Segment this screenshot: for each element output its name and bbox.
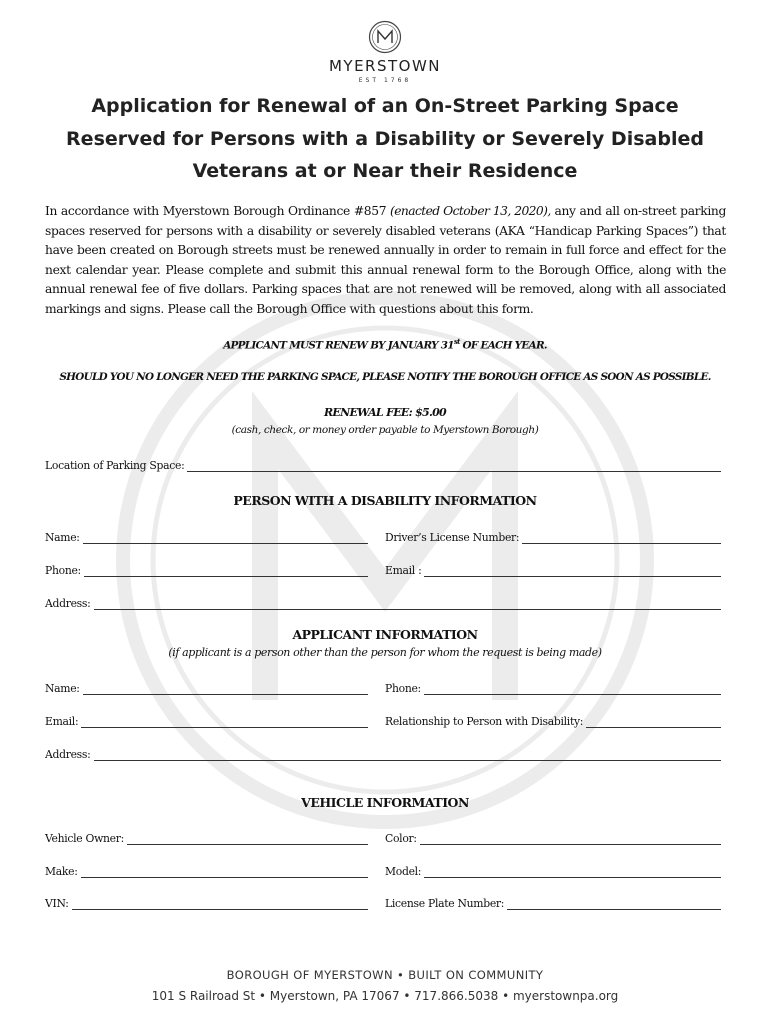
applicant-email-input-line[interactable] (81, 715, 368, 728)
applicant-email-label: Email: (45, 715, 79, 728)
logo-name: MYERSTOWN (328, 57, 442, 75)
intro-part-2: any and all on-street parking spaces reserved for persons with a disability or severely disabled veterans (AKA “Handicap Parking Spaces”) that have been created on Borough streets must be renewed annually in order to remain in full force and effect for the next calendar year. Please complete and submit this annual renewal form to the Borough Office, along with the annual renewal fee of five dollars. Parking spaces that are not renewed will be removed, along with all associated markings and signs. Please call the Borough Office with questions about this form. (45, 204, 726, 316)
disability-email-label: Email : (385, 564, 422, 577)
disability-email-input-line[interactable] (424, 564, 721, 577)
disability-name-label: Name: (45, 531, 80, 544)
drivers-license-label: Driver’s License Number: (385, 531, 520, 544)
drivers-license-input-line[interactable] (522, 531, 721, 544)
disability-phone-input-line[interactable] (84, 564, 368, 577)
renew-deadline-end: OF EACH YEAR. (459, 339, 547, 352)
vehicle-vin-field[interactable] (45, 892, 368, 910)
license-plate-field[interactable] (385, 892, 721, 910)
disability-name-input-line[interactable] (83, 531, 368, 544)
applicant-name-field[interactable] (45, 677, 368, 695)
disability-phone-label: Phone: (45, 564, 81, 577)
relationship-field[interactable] (385, 710, 721, 728)
intro-enacted: (enacted October 13, 2020), (390, 204, 551, 218)
applicant-address-label: Address: (45, 748, 91, 761)
renew-deadline-text: APPLICANT MUST RENEW BY JANUARY 31 (223, 339, 454, 352)
footer-tagline: BOROUGH OF MYERSTOWN • BUILT ON COMMUNITY (226, 968, 544, 982)
applicant-section-heading: APPLICANT INFORMATION (292, 627, 478, 642)
disability-address-input-line[interactable] (94, 597, 722, 610)
disability-phone-field[interactable] (45, 559, 368, 577)
applicant-email-field[interactable] (45, 710, 368, 728)
intro-part-1: In accordance with Myerstown Borough Ordinance #857 (45, 204, 391, 218)
applicant-address-input-line[interactable] (94, 748, 722, 761)
disability-email-field[interactable] (385, 559, 721, 577)
applicant-name-label: Name: (45, 682, 80, 695)
vehicle-owner-label: Vehicle Owner: (45, 832, 124, 845)
renew-deadline-notice (0, 337, 770, 351)
logo-est: EST 1768 (358, 77, 412, 84)
title-line-3: Veterans at or Near their Residence (192, 160, 578, 182)
no-longer-needed-notice: SHOULD YOU NO LONGER NEED THE PARKING SPACE, PLEASE NOTIFY THE BOROUGH OFFICE AS SOON AS POSSIBLE. (59, 371, 711, 383)
applicant-address-field[interactable] (45, 743, 721, 761)
title-line-2: Reserved for Persons with a Disability or Severely Disabled (66, 127, 704, 150)
drivers-license-field[interactable] (385, 526, 721, 544)
disability-address-field[interactable] (45, 592, 721, 610)
disability-name-field[interactable] (45, 526, 368, 544)
title-line-1: Application for Renewal of an On-Street Parking Space (91, 95, 679, 117)
page-title (40, 90, 730, 188)
location-label: Location of Parking Space: (45, 459, 185, 472)
vehicle-model-label: Model: (385, 865, 422, 878)
disability-address-label: Address: (45, 597, 91, 610)
vehicle-vin-label: VIN: (45, 897, 69, 910)
applicant-subheading: (if applicant is a person other than the person for whom the request is being made) (168, 646, 602, 659)
vehicle-make-input-line[interactable] (81, 865, 368, 878)
license-plate-label: License Plate Number: (385, 897, 505, 910)
vehicle-color-input-line[interactable] (420, 832, 721, 845)
myerstown-monogram-icon (368, 20, 402, 54)
vehicle-color-label: Color: (385, 832, 417, 845)
applicant-phone-input-line[interactable] (424, 682, 721, 695)
disability-section-heading: PERSON WITH A DISABILITY INFORMATION (233, 493, 537, 508)
relationship-input-line[interactable] (586, 715, 721, 728)
license-plate-input-line[interactable] (507, 897, 721, 910)
vehicle-make-field[interactable] (45, 860, 368, 878)
renewal-fee-note: (cash, check, or money order payable to Myerstown Borough) (231, 424, 539, 436)
vehicle-color-field[interactable] (385, 827, 721, 845)
vehicle-model-field[interactable] (385, 860, 721, 878)
vehicle-model-input-line[interactable] (424, 865, 721, 878)
renew-deadline-sup: st (453, 337, 460, 346)
vehicle-vin-input-line[interactable] (72, 897, 368, 910)
vehicle-make-label: Make: (45, 865, 78, 878)
applicant-name-input-line[interactable] (83, 682, 368, 695)
applicant-phone-field[interactable] (385, 677, 721, 695)
vehicle-section-heading: VEHICLE INFORMATION (301, 795, 469, 810)
intro-paragraph (45, 202, 726, 319)
relationship-label: Relationship to Person with Disability: (385, 715, 584, 728)
location-field[interactable] (45, 454, 721, 472)
header-logo (0, 20, 770, 84)
renewal-fee: RENEWAL FEE: $5.00 (323, 406, 447, 419)
location-input-line[interactable] (187, 459, 721, 472)
vehicle-owner-input-line[interactable] (127, 832, 368, 845)
applicant-phone-label: Phone: (385, 682, 421, 695)
vehicle-owner-field[interactable] (45, 827, 368, 845)
footer-contact: 101 S Railroad St • Myerstown, PA 17067 • 717.866.5038 • myerstownpa.org (151, 989, 619, 1003)
